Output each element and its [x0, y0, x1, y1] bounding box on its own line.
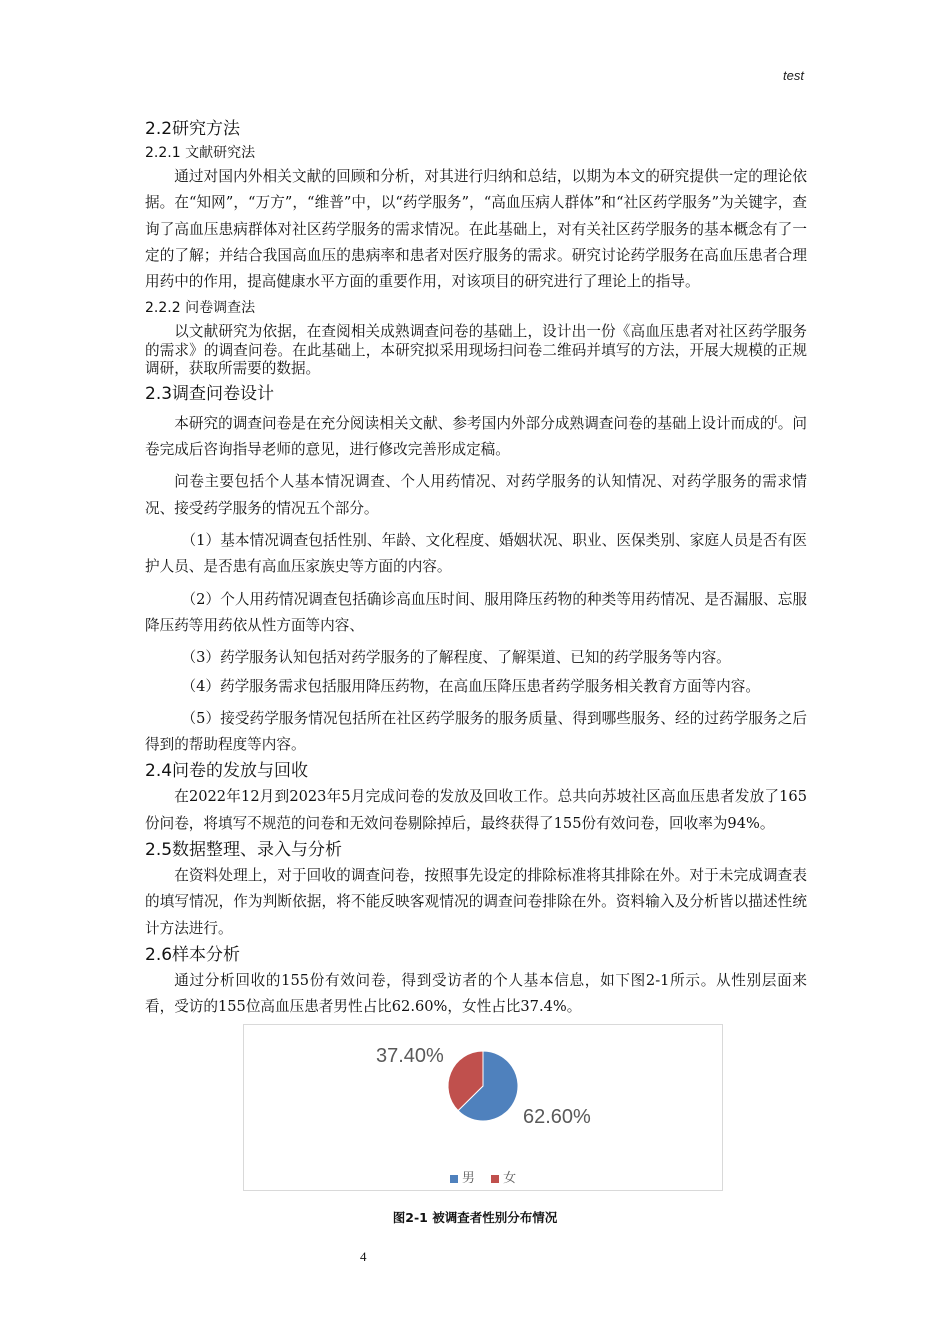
section-2-6-paragraph: 通过分析回收的155份有效问卷，得到受访者的个人基本信息，如下图2-1所示。从性别层面来看，受访的155位高血压患者男性占比62.60%，女性占比37.4%。 [145, 971, 807, 1016]
section-2-2-2-title: 2.2.2 问卷调查法 [145, 300, 256, 317]
section-2-3-paragraph-2: 问卷主要包括个人基本情况调查、个人用药情况、对药学服务的认知情况、对药学服务的需求情况、接受药学服务的情况五个部分。 [145, 473, 807, 517]
legend-label-male: 男 [461, 1171, 475, 1186]
figure-caption: 图2-1 被调查者性别分布情况 [392, 1210, 558, 1225]
legend-swatch-male [450, 1175, 458, 1183]
section-2-4-paragraph: 在2022年12月到2023年5月完成问卷的发放及回收工作。总共向苏坡社区高血压患者发放了165份问卷，将填写不规范的问卷和无效问卷剔除掉后，最终获得了155份有效问卷，回收率为94%。 [145, 788, 807, 832]
section-2-3-paragraph-1-a: 本研究的调查问卷是在充分阅读相关文献、参考国内外部分成熟调查问卷的基础上设计而成的 [174, 414, 775, 432]
chart-legend [244, 1167, 722, 1186]
section-2-3-title: 2.3调查问卷设计 [145, 383, 275, 404]
list-item: （5）接受药学服务情况包括所在社区药学服务的服务质量、得到哪些服务、经的过药学服务之后得到的帮助程度等内容。 [145, 709, 807, 754]
list-item: （2）个人用药情况调查包括确诊高血压时间、服用降压药物的种类等用药情况、是否漏服、忘服降压药等用药依从性方面等内容、 [145, 590, 807, 634]
section-2-2-1-paragraph: 通过对国内外相关文献的回顾和分析，对其进行归纳和总结，以期为本文的研究提供一定的理论依据。在“知网”，“万方”，“维普”中，以“药学服务”，“高血压病人群体”和“社区药学服务”为关键字，查询了高血压患病群体对社区药学服务的需求情况。在此基础上，对有关社区药学服务的基本概念有了一定的了解；并结合我国高血压的患病率和患者对医疗服务的需求。研究讨论药学服务在高血压患者合理用药中的作用，提高健康水平方面的重要作用，对该项目的研究进行了理论上的指导。 [145, 168, 807, 291]
document-body [145, 116, 807, 1020]
list-item: （1）基本情况调查包括性别、年龄、文化程度、婚姻状况、职业、医保类别、家庭人员是否有医护人员、是否患有高血压家族史等方面的内容。 [145, 532, 807, 576]
section-2-2-2-paragraph: 以文献研究为依据，在查阅相关成熟调查问卷的基础上，设计出一份《高血压患者对社区药学服务的需求》的调查问卷。在此基础上，本研究拟采用现场扫问卷二维码并填写的方法，开展大规模的正规调研，获取所需要的数据。 [145, 323, 807, 378]
page-number: 4 [360, 1249, 367, 1264]
section-2-3-paragraph-1 [145, 407, 807, 463]
citation-mark: [ [774, 414, 778, 424]
data-label-male: 62.60% [523, 1106, 591, 1128]
section-2-5-title: 2.5数据整理、录入与分析 [145, 840, 343, 860]
pie-chart-svg [244, 1025, 722, 1165]
data-label-female: 37.40% [376, 1045, 444, 1067]
section-2-3-paragraph-1-b: 。问卷完成后咨询指导老师的意见，进行修改完善形成定稿。 [145, 414, 807, 459]
list-item: （4）药学服务需求包括服用降压药物，在高血压降压患者药学服务相关教育方面等内容。 [181, 677, 760, 695]
section-2-4-title: 2.4问卷的发放与回收 [145, 761, 309, 782]
section-2-2-title: 2.2研究方法 [145, 119, 241, 139]
legend-label-female: 女 [503, 1171, 517, 1186]
list-item: （3）药学服务认知包括对药学服务的了解程度、了解渠道、已知的药学服务等内容。 [181, 649, 731, 667]
section-2-6-title: 2.6样本分析 [145, 944, 241, 965]
legend-swatch-female [491, 1175, 499, 1183]
legend-entry-female [491, 1171, 516, 1186]
legend-entry-male [450, 1171, 475, 1186]
section-2-5-paragraph: 在资料处理上，对于回收的调查问卷，按照事先设定的排除标准将其排除在外。对于未完成调查表的填写情况，作为判断依据，将不能反映客观情况的调查问卷排除在外。资料输入及分析皆以描述性统计方法进行。 [145, 867, 807, 937]
section-2-2-1-title: 2.2.1 文献研究法 [145, 145, 256, 161]
page-header: test [783, 68, 804, 83]
gender-pie-chart [243, 1024, 723, 1191]
